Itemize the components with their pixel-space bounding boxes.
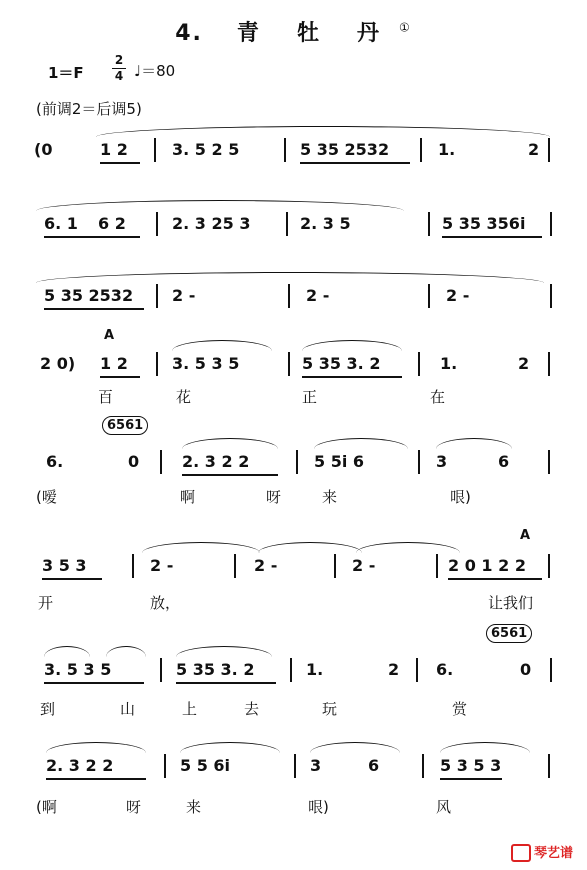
underline: [44, 308, 144, 310]
time-top: 2: [114, 53, 124, 67]
notation-token: 6.: [46, 452, 64, 471]
key-signature: 1＝F: [48, 64, 84, 82]
bar-line: [132, 554, 134, 578]
bar-line: [164, 754, 166, 778]
slur: [182, 438, 278, 449]
slur: [356, 542, 460, 553]
notation-token: 5 35 356i: [442, 214, 526, 233]
notation-token: 2 0): [40, 354, 76, 373]
underline: [440, 778, 502, 780]
notation-token: 3. 5 2 5: [172, 140, 240, 159]
title-number: 4.: [175, 21, 203, 46]
notation-token: 6.: [436, 660, 454, 679]
underline: [302, 376, 402, 378]
lyric: (嗳: [36, 488, 57, 506]
notation-token: 0: [520, 660, 532, 679]
lyric: 呀: [126, 798, 142, 816]
notation-token: 2. 3 2 2: [46, 756, 114, 775]
watermark-logo-icon: [511, 844, 531, 862]
slur: [180, 742, 280, 753]
lyric: 哏): [308, 798, 329, 816]
notation-token: 2: [528, 140, 540, 159]
bar-line: [160, 450, 162, 474]
bar-line: [550, 212, 552, 236]
notation-token: 5 35 2532: [300, 140, 390, 159]
notation-token: 5 5i 6: [314, 452, 365, 471]
underline: [44, 236, 140, 238]
underline: [176, 682, 276, 684]
slur: [310, 742, 400, 753]
lyric: 开: [38, 594, 54, 612]
bar-line: [550, 658, 552, 682]
bar-line: [290, 658, 292, 682]
notation-token: 2. 3 5: [300, 214, 351, 233]
slur: [36, 272, 544, 283]
notation-token: 2 -: [446, 286, 470, 305]
slur: [96, 126, 550, 137]
slur: [36, 200, 404, 211]
notation-token: 1.: [440, 354, 458, 373]
slur: [46, 742, 146, 753]
notation-token: 3: [436, 452, 448, 471]
notation-token: 1 2: [100, 140, 128, 159]
bar-line: [334, 554, 336, 578]
lyric: 花: [176, 388, 192, 406]
slur: [142, 542, 260, 553]
notation-token: 6 2: [98, 214, 126, 233]
bar-line: [418, 450, 420, 474]
title-char: 牡: [296, 21, 321, 46]
lyric: 赏: [452, 700, 468, 718]
underline: [182, 474, 278, 476]
notation-token: 5 35 3. 2: [302, 354, 381, 373]
slur: [44, 646, 90, 657]
notation-token: 2. 3 25 3: [172, 214, 251, 233]
bar-line: [418, 352, 420, 376]
slur: [440, 742, 530, 753]
lyric: 百: [98, 388, 114, 406]
bar-line: [550, 284, 552, 308]
bar-line: [548, 138, 550, 162]
page-title: [0, 16, 587, 47]
notation-token: 2 -: [254, 556, 278, 575]
bar-line: [288, 284, 290, 308]
bar-line: [420, 138, 422, 162]
notation-token: 2 -: [150, 556, 174, 575]
lyric: 放，: [150, 594, 181, 612]
notation-token: 0: [128, 452, 140, 471]
notation-token: (0: [34, 140, 53, 159]
bar-line: [428, 212, 430, 236]
title-char: 青: [236, 21, 261, 46]
bar-line: [160, 658, 162, 682]
notation-token: 2 -: [172, 286, 196, 305]
underline: [100, 162, 140, 164]
time-signature: [112, 54, 126, 83]
slur: [258, 542, 362, 553]
underline: [442, 236, 542, 238]
notation-token: 2. 3 2 2: [182, 452, 250, 471]
bar-line: [288, 352, 290, 376]
notation-token: 2 -: [352, 556, 376, 575]
bar-line: [156, 352, 158, 376]
bar-line: [548, 450, 550, 474]
bar-line: [156, 212, 158, 236]
bar-line: [234, 554, 236, 578]
underline: [448, 578, 542, 580]
lyric: 在: [430, 388, 446, 406]
bar-line: [422, 754, 424, 778]
grace-note-box: 6561: [486, 624, 532, 643]
slur: [176, 646, 272, 657]
bar-line: [548, 352, 550, 376]
slur: [436, 438, 512, 449]
notation-token: 2 -: [306, 286, 330, 305]
slur: [314, 438, 408, 449]
notation-token: 6: [368, 756, 380, 775]
notation-token: 5 35 3. 2: [176, 660, 255, 679]
lyric: 让我们: [488, 594, 534, 612]
notation-token: 2: [388, 660, 400, 679]
lyric: 来: [322, 488, 338, 506]
notation-token: 5 3 5 3: [440, 756, 502, 775]
notation-token: 6. 1: [44, 214, 78, 233]
lyric: 风: [436, 798, 452, 816]
notation-token: 3. 5 3 5: [44, 660, 112, 679]
notation-token: 5 5 6i: [180, 756, 231, 775]
lyric: 呀: [266, 488, 282, 506]
notation-token: 2: [518, 354, 530, 373]
bar-line: [436, 554, 438, 578]
notation-token: 3. 5 3 5: [172, 354, 240, 373]
notation-token: 3: [310, 756, 322, 775]
bar-line: [154, 138, 156, 162]
lyric: 正: [302, 388, 318, 406]
lyric: 山: [120, 700, 136, 718]
notation-token: 3 5 3: [42, 556, 87, 575]
lyric: 玩: [322, 700, 338, 718]
time-bottom: 4: [114, 69, 124, 83]
lyric: 来: [186, 798, 202, 816]
bar-line: [286, 212, 288, 236]
underline: [46, 778, 146, 780]
title-footnote: ①: [398, 20, 412, 35]
bar-line: [548, 554, 550, 578]
bar-line: [548, 754, 550, 778]
bar-line: [296, 450, 298, 474]
watermark-text: 琴艺谱: [533, 845, 573, 861]
underline: [44, 682, 144, 684]
notation-token: 5 35 2532: [44, 286, 134, 305]
lyric: 上: [182, 700, 198, 718]
underline: [42, 578, 102, 580]
tempo-marking: ♩＝80: [134, 62, 176, 80]
bar-line: [156, 284, 158, 308]
title-char: 丹: [356, 21, 381, 46]
bar-line: [416, 658, 418, 682]
slur: [106, 646, 146, 657]
lyric: 哏): [450, 488, 471, 506]
notation-token: 6: [498, 452, 510, 471]
notation-token: 1 2: [100, 354, 128, 373]
slur: [172, 340, 272, 351]
watermark: [511, 842, 573, 863]
underline: [300, 162, 410, 164]
lyric: 到: [40, 700, 56, 718]
grace-note-box: 6561: [102, 416, 148, 435]
slur: [302, 340, 402, 351]
section-mark: A: [104, 328, 115, 343]
underline: [100, 376, 140, 378]
notation-token: 2 0 1 2 2: [448, 556, 526, 575]
bar-line: [294, 754, 296, 778]
lyric: (啊: [36, 798, 57, 816]
notation-token: 1.: [438, 140, 456, 159]
intro-note: (前调2＝后调5): [36, 100, 142, 118]
section-mark: A: [520, 528, 531, 543]
lyric: 去: [244, 700, 260, 718]
lyric: 啊: [180, 488, 196, 506]
bar-line: [284, 138, 286, 162]
bar-line: [428, 284, 430, 308]
notation-token: 1.: [306, 660, 324, 679]
